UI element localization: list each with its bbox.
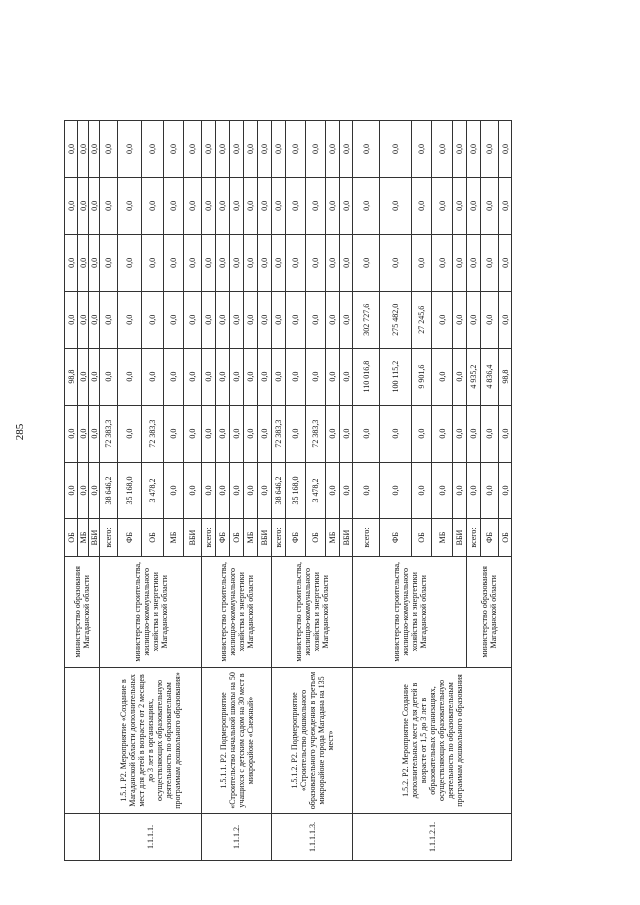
amount-cell: 0,0	[202, 291, 216, 348]
amount-cell: 0,0	[306, 291, 326, 348]
executor-cell: министерство образования Магаданской области	[467, 556, 512, 667]
amount-cell: 0,0	[432, 348, 453, 405]
amount-cell: 0,0	[432, 121, 453, 178]
amount-cell: 0,0	[258, 348, 272, 405]
amount-cell: 0,0	[216, 462, 230, 519]
funding-source-cell: ФБ	[481, 519, 499, 556]
amount-cell: 0,0	[230, 291, 244, 348]
funding-source-cell: ВБИ	[340, 519, 353, 556]
amount-cell: 0,0	[89, 291, 100, 348]
amount-cell: 35 168,0	[286, 462, 306, 519]
amount-cell: 0,0	[216, 348, 230, 405]
amount-cell: 0,0	[467, 121, 481, 178]
amount-cell: 0,0	[412, 462, 432, 519]
amount-cell: 0,0	[202, 177, 216, 234]
amount-cell: 0,0	[286, 121, 306, 178]
amount-cell: 3 478,2	[306, 462, 326, 519]
activity-name-cell: 1.5.1. Р2. Мероприятие «Создание в Магаданской области дополнительных мест для детей в возрасте от 2 месяцев до 3 лет в организациях, осуществляющих образовательную деятельность по образовательным программам дошкольного образования»	[100, 667, 202, 813]
amount-cell: 0,0	[164, 234, 184, 291]
amount-cell: 35 168,0	[118, 462, 142, 519]
table-row	[202, 64, 216, 861]
amount-cell: 0,0	[286, 177, 306, 234]
amount-cell: 0,0	[78, 121, 89, 178]
amount-cell: 100 115,2	[380, 348, 412, 405]
amount-cell: 0,0	[65, 177, 78, 234]
amount-cell: 0,0	[118, 348, 142, 405]
funding-source-cell: ОБ	[499, 519, 512, 556]
rotated-table-container	[64, 63, 604, 861]
amount-cell: 0,0	[100, 177, 118, 234]
amount-cell: 0,0	[78, 405, 89, 462]
amount-cell: 0,0	[202, 348, 216, 405]
funding-source-cell: ВБИ	[453, 519, 467, 556]
amount-cell: 0,0	[380, 462, 412, 519]
amount-cell: 0,0	[412, 177, 432, 234]
amount-cell: 0,0	[89, 405, 100, 462]
amount-cell: 110 016,8	[353, 348, 380, 405]
amount-cell: 0,0	[244, 405, 258, 462]
amount-cell: 0,0	[432, 462, 453, 519]
amount-cell: 0,0	[432, 291, 453, 348]
amount-cell: 0,0	[230, 234, 244, 291]
amount-cell: 0,0	[453, 121, 467, 178]
amount-cell: 0,0	[89, 177, 100, 234]
amount-cell: 4 836,4	[481, 348, 499, 405]
amount-cell: 0,0	[453, 348, 467, 405]
amount-cell: 0,0	[481, 291, 499, 348]
funding-source-cell: МБ	[326, 519, 340, 556]
amount-cell: 0,0	[380, 405, 412, 462]
amount-cell: 0,0	[286, 234, 306, 291]
amount-cell: 0,0	[412, 121, 432, 178]
amount-cell: 0,0	[499, 291, 512, 348]
amount-cell: 0,0	[467, 405, 481, 462]
amount-cell: 0,0	[164, 462, 184, 519]
amount-cell: 72 383,3	[100, 405, 118, 462]
funding-source-cell: ФБ	[216, 519, 230, 556]
amount-cell: 0,0	[164, 121, 184, 178]
amount-cell: 0,0	[467, 177, 481, 234]
amount-cell: 0,0	[272, 234, 286, 291]
amount-cell: 0,0	[89, 234, 100, 291]
amount-cell: 0,0	[164, 291, 184, 348]
amount-cell: 0,0	[118, 177, 142, 234]
amount-cell: 0,0	[184, 121, 202, 178]
row-number-cell	[65, 813, 100, 860]
funding-source-cell: ФБ	[286, 519, 306, 556]
amount-cell: 0,0	[306, 348, 326, 405]
table-row	[65, 64, 78, 861]
amount-cell: 0,0	[499, 462, 512, 519]
amount-cell: 0,0	[65, 291, 78, 348]
amount-cell: 0,0	[202, 121, 216, 178]
amount-cell: 0,0	[499, 405, 512, 462]
amount-cell: 0,0	[272, 291, 286, 348]
amount-cell: 0,0	[184, 462, 202, 519]
amount-cell: 0,0	[326, 462, 340, 519]
amount-cell: 0,0	[216, 291, 230, 348]
funding-source-cell: всего:	[100, 519, 118, 556]
funding-source-cell: ВБИ	[89, 519, 100, 556]
executor-cell: министерство образования Магаданской области	[65, 556, 100, 667]
amount-cell: 0,0	[142, 121, 164, 178]
amount-cell: 0,0	[258, 462, 272, 519]
amount-cell: 0,0	[286, 291, 306, 348]
amount-cell: 0,0	[353, 462, 380, 519]
amount-cell: 0,0	[118, 121, 142, 178]
funding-source-cell: ФБ	[380, 519, 412, 556]
amount-cell: 0,0	[65, 121, 78, 178]
activity-name-cell: 1.5.1.1. Р2. Подмероприятие «Строительство начальной школы на 50 учащихся с детским садом на 30 мест в микрорайоне «Снежный»	[202, 667, 272, 813]
activity-name-cell: 1.5.2. Р2. Мероприятие Создание дополнительных мест для детей в возрасте от 1,5 до 3 лет в образовательных организациях, осуществляющих образовательную деятельность по образовательным программам дошкольного образования	[353, 667, 512, 813]
amount-cell: 0,0	[353, 234, 380, 291]
amount-cell: 0,0	[326, 177, 340, 234]
funding-source-cell: ВБИ	[258, 519, 272, 556]
amount-cell: 0,0	[216, 234, 230, 291]
amount-cell: 0,0	[258, 234, 272, 291]
funding-source-cell: ОБ	[230, 519, 244, 556]
amount-cell: 0,0	[142, 291, 164, 348]
funding-source-cell: всего:	[353, 519, 380, 556]
amount-cell: 0,0	[306, 121, 326, 178]
amount-cell: 38 646,2	[272, 462, 286, 519]
amount-cell: 0,0	[380, 121, 412, 178]
amount-cell: 0,0	[78, 291, 89, 348]
row-number-cell: 1.1.1.2.	[202, 813, 272, 860]
amount-cell: 0,0	[78, 462, 89, 519]
amount-cell: 0,0	[118, 234, 142, 291]
amount-cell: 275 482,0	[380, 291, 412, 348]
amount-cell: 0,0	[326, 121, 340, 178]
amount-cell: 0,0	[467, 291, 481, 348]
row-number-cell: 1.1.1.2.1.	[353, 813, 512, 860]
amount-cell: 0,0	[326, 348, 340, 405]
funding-source-cell: всего:	[467, 519, 481, 556]
amount-cell: 302 727,6	[353, 291, 380, 348]
executor-cell: министерство строительства, жилищно-коммунального хозяйства и энергетики Магаданской области	[100, 556, 202, 667]
amount-cell: 0,0	[340, 348, 353, 405]
amount-cell: 0,0	[453, 405, 467, 462]
funding-source-cell: ОБ	[412, 519, 432, 556]
amount-cell: 0,0	[216, 177, 230, 234]
amount-cell: 0,0	[100, 121, 118, 178]
amount-cell: 0,0	[118, 405, 142, 462]
amount-cell: 0,0	[202, 405, 216, 462]
amount-cell: 0,0	[453, 177, 467, 234]
amount-cell: 0,0	[202, 234, 216, 291]
amount-cell: 3 478,2	[142, 462, 164, 519]
amount-cell: 0,0	[481, 177, 499, 234]
amount-cell: 0,0	[353, 405, 380, 462]
amount-cell: 0,0	[230, 348, 244, 405]
amount-cell: 0,0	[286, 348, 306, 405]
amount-cell: 98,8	[499, 348, 512, 405]
amount-cell: 0,0	[272, 121, 286, 178]
funding-source-cell: ВБИ	[184, 519, 202, 556]
amount-cell: 0,0	[380, 234, 412, 291]
amount-cell: 0,0	[412, 405, 432, 462]
amount-cell: 0,0	[481, 405, 499, 462]
amount-cell: 0,0	[340, 177, 353, 234]
amount-cell: 0,0	[230, 177, 244, 234]
amount-cell: 0,0	[244, 121, 258, 178]
amount-cell: 0,0	[89, 121, 100, 178]
table-row	[100, 64, 118, 861]
amount-cell: 0,0	[481, 462, 499, 519]
amount-cell: 0,0	[499, 121, 512, 178]
amount-cell: 0,0	[142, 177, 164, 234]
amount-cell: 0,0	[258, 405, 272, 462]
amount-cell: 72 383,3	[142, 405, 164, 462]
amount-cell: 0,0	[340, 121, 353, 178]
amount-cell: 0,0	[244, 177, 258, 234]
amount-cell: 0,0	[481, 121, 499, 178]
executor-cell: министерство строительства, жилищно-коммунального хозяйства и энергетики Магаданской области	[272, 556, 353, 667]
amount-cell: 38 646,2	[100, 462, 118, 519]
amount-cell: 0,0	[272, 177, 286, 234]
amount-cell: 0,0	[467, 462, 481, 519]
funding-source-cell: ОБ	[142, 519, 164, 556]
amount-cell: 0,0	[216, 405, 230, 462]
amount-cell: 9 901,6	[412, 348, 432, 405]
funding-source-cell: ОБ	[306, 519, 326, 556]
amount-cell: 4 935,2	[467, 348, 481, 405]
page-number: 285	[14, 423, 26, 441]
amount-cell: 0,0	[184, 177, 202, 234]
amount-cell: 0,0	[89, 348, 100, 405]
amount-cell: 0,0	[499, 234, 512, 291]
executor-cell: министерство строительства, жилищно-коммунального хозяйства и энергетики Магаданской области	[353, 556, 467, 667]
amount-cell: 0,0	[326, 291, 340, 348]
funding-source-cell: ФБ	[118, 519, 142, 556]
row-number-cell: 1.1.1.1.3.	[272, 813, 353, 860]
amount-cell: 0,0	[326, 234, 340, 291]
amount-cell: 0,0	[65, 234, 78, 291]
amount-cell: 27 245,6	[412, 291, 432, 348]
amount-cell: 0,0	[78, 234, 89, 291]
amount-cell: 0,0	[78, 348, 89, 405]
amount-cell: 0,0	[184, 348, 202, 405]
funding-source-cell: МБ	[164, 519, 184, 556]
amount-cell: 0,0	[340, 462, 353, 519]
amount-cell: 0,0	[142, 348, 164, 405]
amount-cell: 0,0	[230, 121, 244, 178]
amount-cell: 0,0	[100, 291, 118, 348]
amount-cell: 0,0	[202, 462, 216, 519]
amount-cell: 0,0	[453, 291, 467, 348]
funding-source-cell: МБ	[432, 519, 453, 556]
amount-cell: 0,0	[258, 121, 272, 178]
funding-source-cell: МБ	[78, 519, 89, 556]
activity-name-cell: 1.5.1.2. Р2. Подмероприятие «Строительство дошкольного образовательного учреждения в третьем микрорайоне города Магадана на 135 мест»	[272, 667, 353, 813]
funding-source-cell: ОБ	[65, 519, 78, 556]
amount-cell: 0,0	[142, 234, 164, 291]
amount-cell: 0,0	[272, 348, 286, 405]
amount-cell: 0,0	[164, 405, 184, 462]
table-row	[272, 64, 286, 861]
amount-cell: 0,0	[244, 234, 258, 291]
amount-cell: 0,0	[286, 405, 306, 462]
amount-cell: 0,0	[499, 177, 512, 234]
amount-cell: 0,0	[481, 234, 499, 291]
amount-cell: 0,0	[432, 177, 453, 234]
amount-cell: 98,8	[65, 348, 78, 405]
amount-cell: 0,0	[353, 121, 380, 178]
funding-source-cell: всего:	[272, 519, 286, 556]
budget-table	[64, 63, 512, 861]
amount-cell: 0,0	[258, 177, 272, 234]
amount-cell: 0,0	[306, 177, 326, 234]
amount-cell: 0,0	[453, 234, 467, 291]
amount-cell: 0,0	[78, 177, 89, 234]
amount-cell: 72 383,3	[306, 405, 326, 462]
amount-cell: 0,0	[100, 348, 118, 405]
amount-cell: 0,0	[89, 462, 100, 519]
amount-cell: 0,0	[184, 291, 202, 348]
amount-cell: 0,0	[230, 462, 244, 519]
amount-cell: 0,0	[353, 177, 380, 234]
row-number-cell: 1.1.1.1.	[100, 813, 202, 860]
amount-cell: 0,0	[216, 121, 230, 178]
table-row	[353, 64, 380, 861]
amount-cell: 0,0	[380, 177, 412, 234]
amount-cell: 0,0	[164, 348, 184, 405]
funding-source-cell: МБ	[244, 519, 258, 556]
amount-cell: 0,0	[244, 462, 258, 519]
amount-cell: 0,0	[100, 234, 118, 291]
amount-cell: 72 383,3	[272, 405, 286, 462]
amount-cell: 0,0	[65, 462, 78, 519]
amount-cell: 0,0	[340, 291, 353, 348]
amount-cell: 0,0	[412, 234, 432, 291]
amount-cell: 0,0	[432, 234, 453, 291]
amount-cell: 0,0	[340, 234, 353, 291]
amount-cell: 0,0	[230, 405, 244, 462]
amount-cell: 0,0	[340, 405, 353, 462]
amount-cell: 0,0	[65, 405, 78, 462]
amount-cell: 0,0	[164, 177, 184, 234]
funding-source-cell: всего:	[202, 519, 216, 556]
amount-cell: 0,0	[432, 405, 453, 462]
executor-cell: министерство строительства, жилищно-коммунального хозяйства и энергетики Магаданской области	[202, 556, 272, 667]
amount-cell: 0,0	[467, 234, 481, 291]
amount-cell: 0,0	[453, 462, 467, 519]
amount-cell: 0,0	[184, 234, 202, 291]
amount-cell: 0,0	[258, 291, 272, 348]
amount-cell: 0,0	[306, 234, 326, 291]
amount-cell: 0,0	[326, 405, 340, 462]
amount-cell: 0,0	[184, 405, 202, 462]
amount-cell: 0,0	[244, 291, 258, 348]
amount-cell: 0,0	[244, 348, 258, 405]
amount-cell: 0,0	[118, 291, 142, 348]
activity-name-cell	[65, 667, 100, 813]
